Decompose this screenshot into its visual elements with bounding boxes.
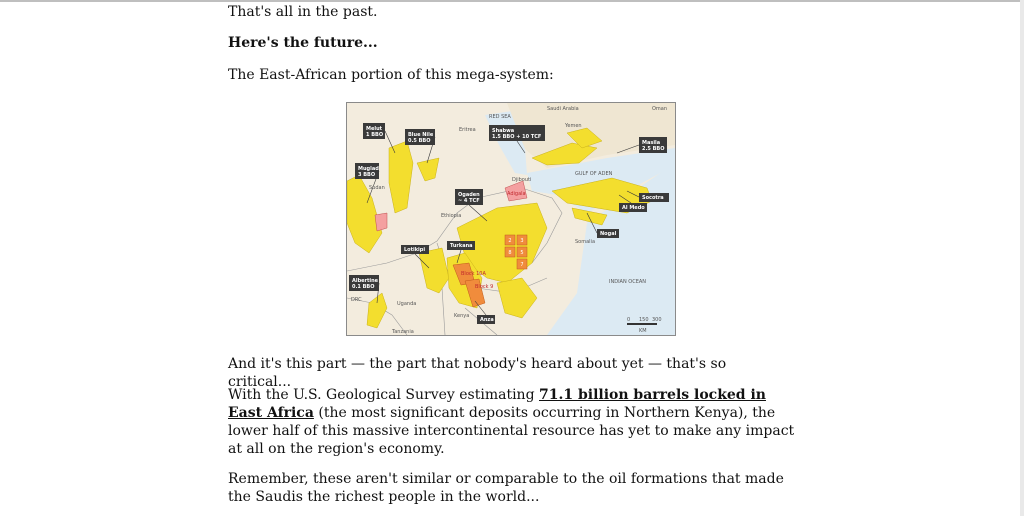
svg-text:0: 0 (627, 317, 631, 323)
svg-text:Muglad: Muglad (358, 166, 379, 172)
label-saudi: Saudi Arabia (547, 106, 579, 112)
svg-text:Albertine: Albertine (352, 278, 379, 284)
box-melut (363, 123, 385, 139)
box-ogaden (455, 189, 483, 205)
box-anza (477, 315, 495, 324)
svg-text:Melut: Melut (366, 126, 383, 132)
svg-text:1 BBO: 1 BBO (366, 132, 384, 138)
albertine-basin (367, 293, 387, 328)
box-muglad (355, 163, 379, 179)
label-djibouti: Djibouti (512, 177, 532, 183)
block-3-label: 3 (520, 238, 524, 244)
label-tanzania: Tanzania (392, 329, 414, 335)
east-africa-oil-map (346, 102, 676, 336)
lotikipi-basin (419, 248, 449, 293)
svg-text:300: 300 (652, 317, 662, 323)
label-drc: DRC (351, 297, 362, 303)
svg-text:3 BBO: 3 BBO (358, 172, 376, 178)
block-5-label: 5 (520, 250, 524, 256)
svg-text:2.5 BBO: 2.5 BBO (642, 146, 665, 152)
box-almedo (619, 203, 647, 212)
svg-text:Socotra: Socotra (642, 195, 664, 201)
label-adigala: Adigala (507, 191, 526, 197)
usgs-text-after: (the most significant deposits occurring in Northern Kenya), the lower half of this massive intercontinental resource has yet to make any impact at all on the region's economy. (228, 405, 795, 457)
label-block10a: Block 10A (461, 271, 486, 277)
box-albertine (349, 275, 379, 291)
svg-text:1.5 BBO + 10 TCF: 1.5 BBO + 10 TCF (492, 134, 542, 140)
svg-text:Masila: Masila (642, 140, 661, 146)
bluenile-basin (417, 158, 439, 181)
scrollbar[interactable] (1020, 0, 1024, 516)
usgs-text-before: With the U.S. Geological Survey estimating (228, 387, 539, 403)
box-shabwa (489, 125, 545, 141)
svg-text:Blue Nile: Blue Nile (408, 132, 434, 138)
label-kenya: Kenya (454, 313, 470, 319)
box-turkana (447, 241, 475, 250)
heading-future: Here's the future... (228, 35, 378, 51)
box-bluenile (405, 129, 435, 145)
paragraph-map-intro: The East-African portion of this mega-system: (228, 67, 554, 83)
label-indian: INDIAN OCEAN (609, 279, 647, 285)
label-redsea: RED SEA (489, 114, 511, 120)
svg-text:Nogal: Nogal (600, 231, 617, 237)
svg-text:~ 4 TCF: ~ 4 TCF (458, 198, 480, 204)
paragraph-critical: And it's this part — the part that nobody's heard about yet — that's so critical... (228, 356, 727, 390)
anza-basin (497, 278, 537, 318)
label-gulf: GULF OF ADEN (575, 171, 613, 177)
svg-text:150: 150 (639, 317, 649, 323)
svg-text:Turkana: Turkana (450, 243, 473, 249)
melut-basin (389, 141, 413, 213)
window-top-border (0, 0, 1024, 2)
label-sudan: Sudan (369, 185, 385, 191)
label-yemen: Yemen (565, 123, 582, 129)
box-socotra (639, 193, 669, 202)
paragraph-usgs (228, 386, 803, 458)
label-eritrea: Eritrea (459, 127, 476, 133)
svg-text:KM: KM (639, 328, 647, 334)
label-ethiopia: Ethiopia (441, 213, 462, 219)
box-masila (639, 137, 667, 153)
label-somalia: Somalia (575, 239, 596, 245)
muglad-block (375, 213, 387, 231)
label-oman: Oman (652, 106, 668, 112)
map-svg (347, 103, 675, 335)
block-8-label: 8 (508, 250, 512, 256)
svg-text:Lotikipi: Lotikipi (404, 247, 426, 253)
block-2-label: 2 (508, 238, 512, 244)
usgs-estimate-link[interactable]: 71.1 billion barrels locked in East Africa (228, 387, 766, 421)
svg-text:0.1 BBO: 0.1 BBO (352, 284, 375, 290)
svg-text:Ogaden: Ogaden (458, 192, 480, 198)
block-7-label: 7 (520, 262, 524, 268)
svg-text:Al Medo: Al Medo (622, 205, 645, 211)
paragraph-saudis: Remember, these aren't similar or comparable to the oil formations that made the Saudis the richest people in the world... (228, 471, 784, 505)
box-nogal (597, 229, 619, 238)
box-lotikipi (401, 245, 429, 254)
svg-text:0.5 BBO: 0.5 BBO (408, 138, 431, 144)
svg-text:Anza: Anza (480, 317, 494, 323)
label-block9: Block 9 (475, 284, 494, 290)
label-uganda: Uganda (397, 301, 417, 307)
paragraph-past: That's all in the past. (228, 4, 378, 20)
svg-text:Shabwa: Shabwa (492, 128, 515, 134)
